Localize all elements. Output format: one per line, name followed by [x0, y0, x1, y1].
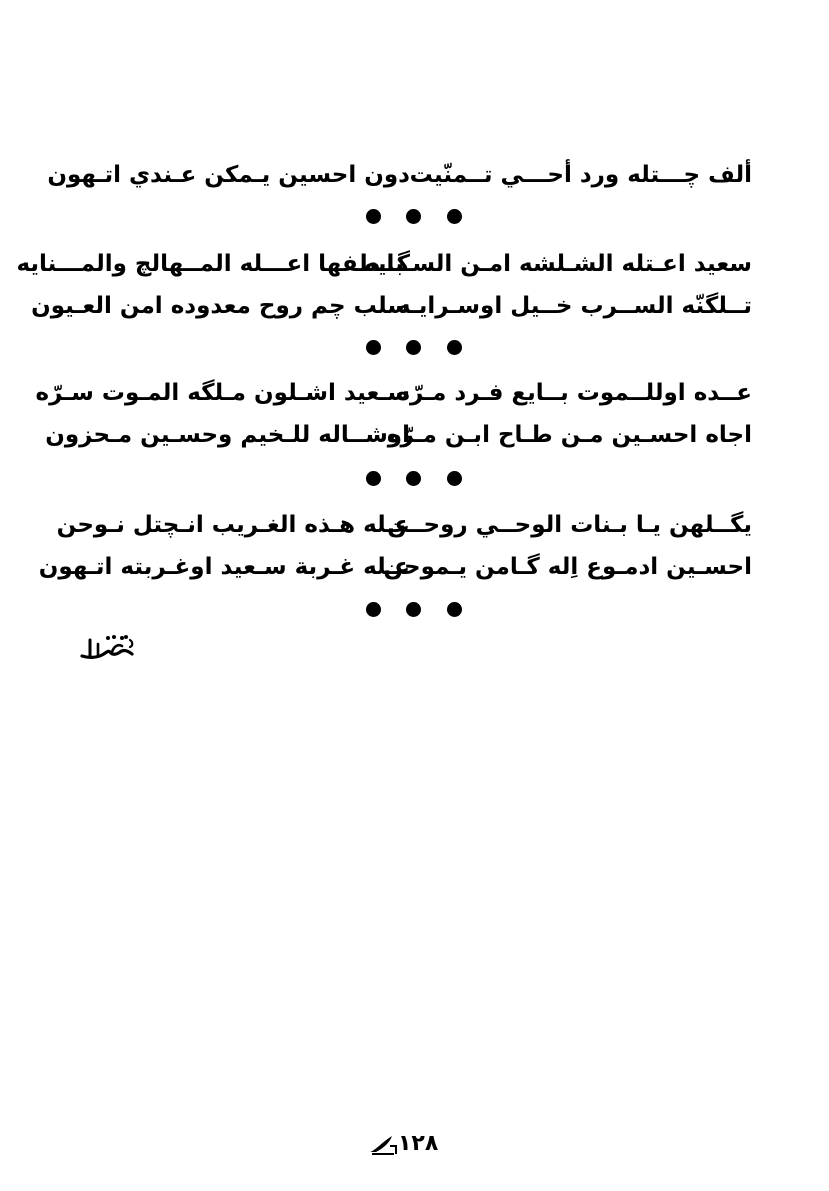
- verse-first-hemistich: ألف چـــتله ورد أحـــي تــمنّيت: [409, 162, 752, 188]
- verse-second-hemistich: اوشــاله للـخيم وحسـين مـحزون: [45, 422, 410, 448]
- verse-line: [45, 415, 752, 455]
- verse-first-hemistich: احسـين ادمـوع اِله گـامن يـموحن: [383, 554, 752, 580]
- quill-ornament-icon: [368, 1132, 398, 1156]
- verse-line: [47, 155, 752, 195]
- verse-line: [38, 547, 752, 587]
- stanza-separator: [360, 468, 470, 488]
- page-number-text: ١٢٨: [398, 1131, 439, 1156]
- verse-second-hemistich: عـله غـربة سـعيد اوغـربته اتـهون: [38, 554, 410, 580]
- stanza-separator: [360, 206, 470, 226]
- verse-second-hemistich: عـله هـذه الغـريب انـچتل نـوحن: [56, 512, 410, 538]
- separator-dot-icon: [447, 471, 462, 486]
- verse-line: [56, 505, 752, 545]
- verse-first-hemistich: يگــلهن يـا بـنات الوحــي روحــن: [387, 512, 752, 538]
- verse-line: [31, 286, 752, 326]
- verse-first-hemistich: تــلگنّه الســرب خــيل اوسـرايـه: [396, 293, 752, 319]
- poem-end-signature: [78, 628, 138, 664]
- stanza-separator: [360, 599, 470, 619]
- verse-second-hemistich: گــطفها اعـــله المــهالچ والمـــنايه: [16, 251, 410, 277]
- separator-dot-icon: [366, 340, 381, 355]
- signature-calligraphy-icon: [78, 628, 138, 664]
- separator-dot-icon: [447, 340, 462, 355]
- separator-dot-icon: [406, 340, 421, 355]
- verse-second-hemistich: سلب چم روح معدوده امن العـيون: [31, 293, 410, 319]
- page-number: [368, 1126, 468, 1162]
- verse-first-hemistich: اجاه احسـين مـن طـاح ابـن مـرّه: [386, 422, 752, 448]
- separator-dot-icon: [447, 602, 462, 617]
- verse-first-hemistich: سعيد اعـتله الشـلشه امـن السـبايه: [363, 251, 752, 277]
- separator-dot-icon: [366, 471, 381, 486]
- stanza-separator: [360, 337, 470, 357]
- separator-dot-icon: [406, 471, 421, 486]
- separator-dot-icon: [447, 209, 462, 224]
- separator-dot-icon: [366, 209, 381, 224]
- verse-second-hemistich: سـعيد اشـلون مـلگه المـوت سـرّه: [35, 380, 410, 406]
- verse-line: [16, 244, 752, 284]
- separator-dot-icon: [406, 209, 421, 224]
- verse-line: [35, 373, 752, 413]
- separator-dot-icon: [406, 602, 421, 617]
- separator-dot-icon: [366, 602, 381, 617]
- verse-second-hemistich: دون احسين يـمكن عـندي اتـهون: [47, 162, 410, 188]
- verse-first-hemistich: عــده اوللــموت بــايع فـرد مـرّه: [396, 380, 752, 406]
